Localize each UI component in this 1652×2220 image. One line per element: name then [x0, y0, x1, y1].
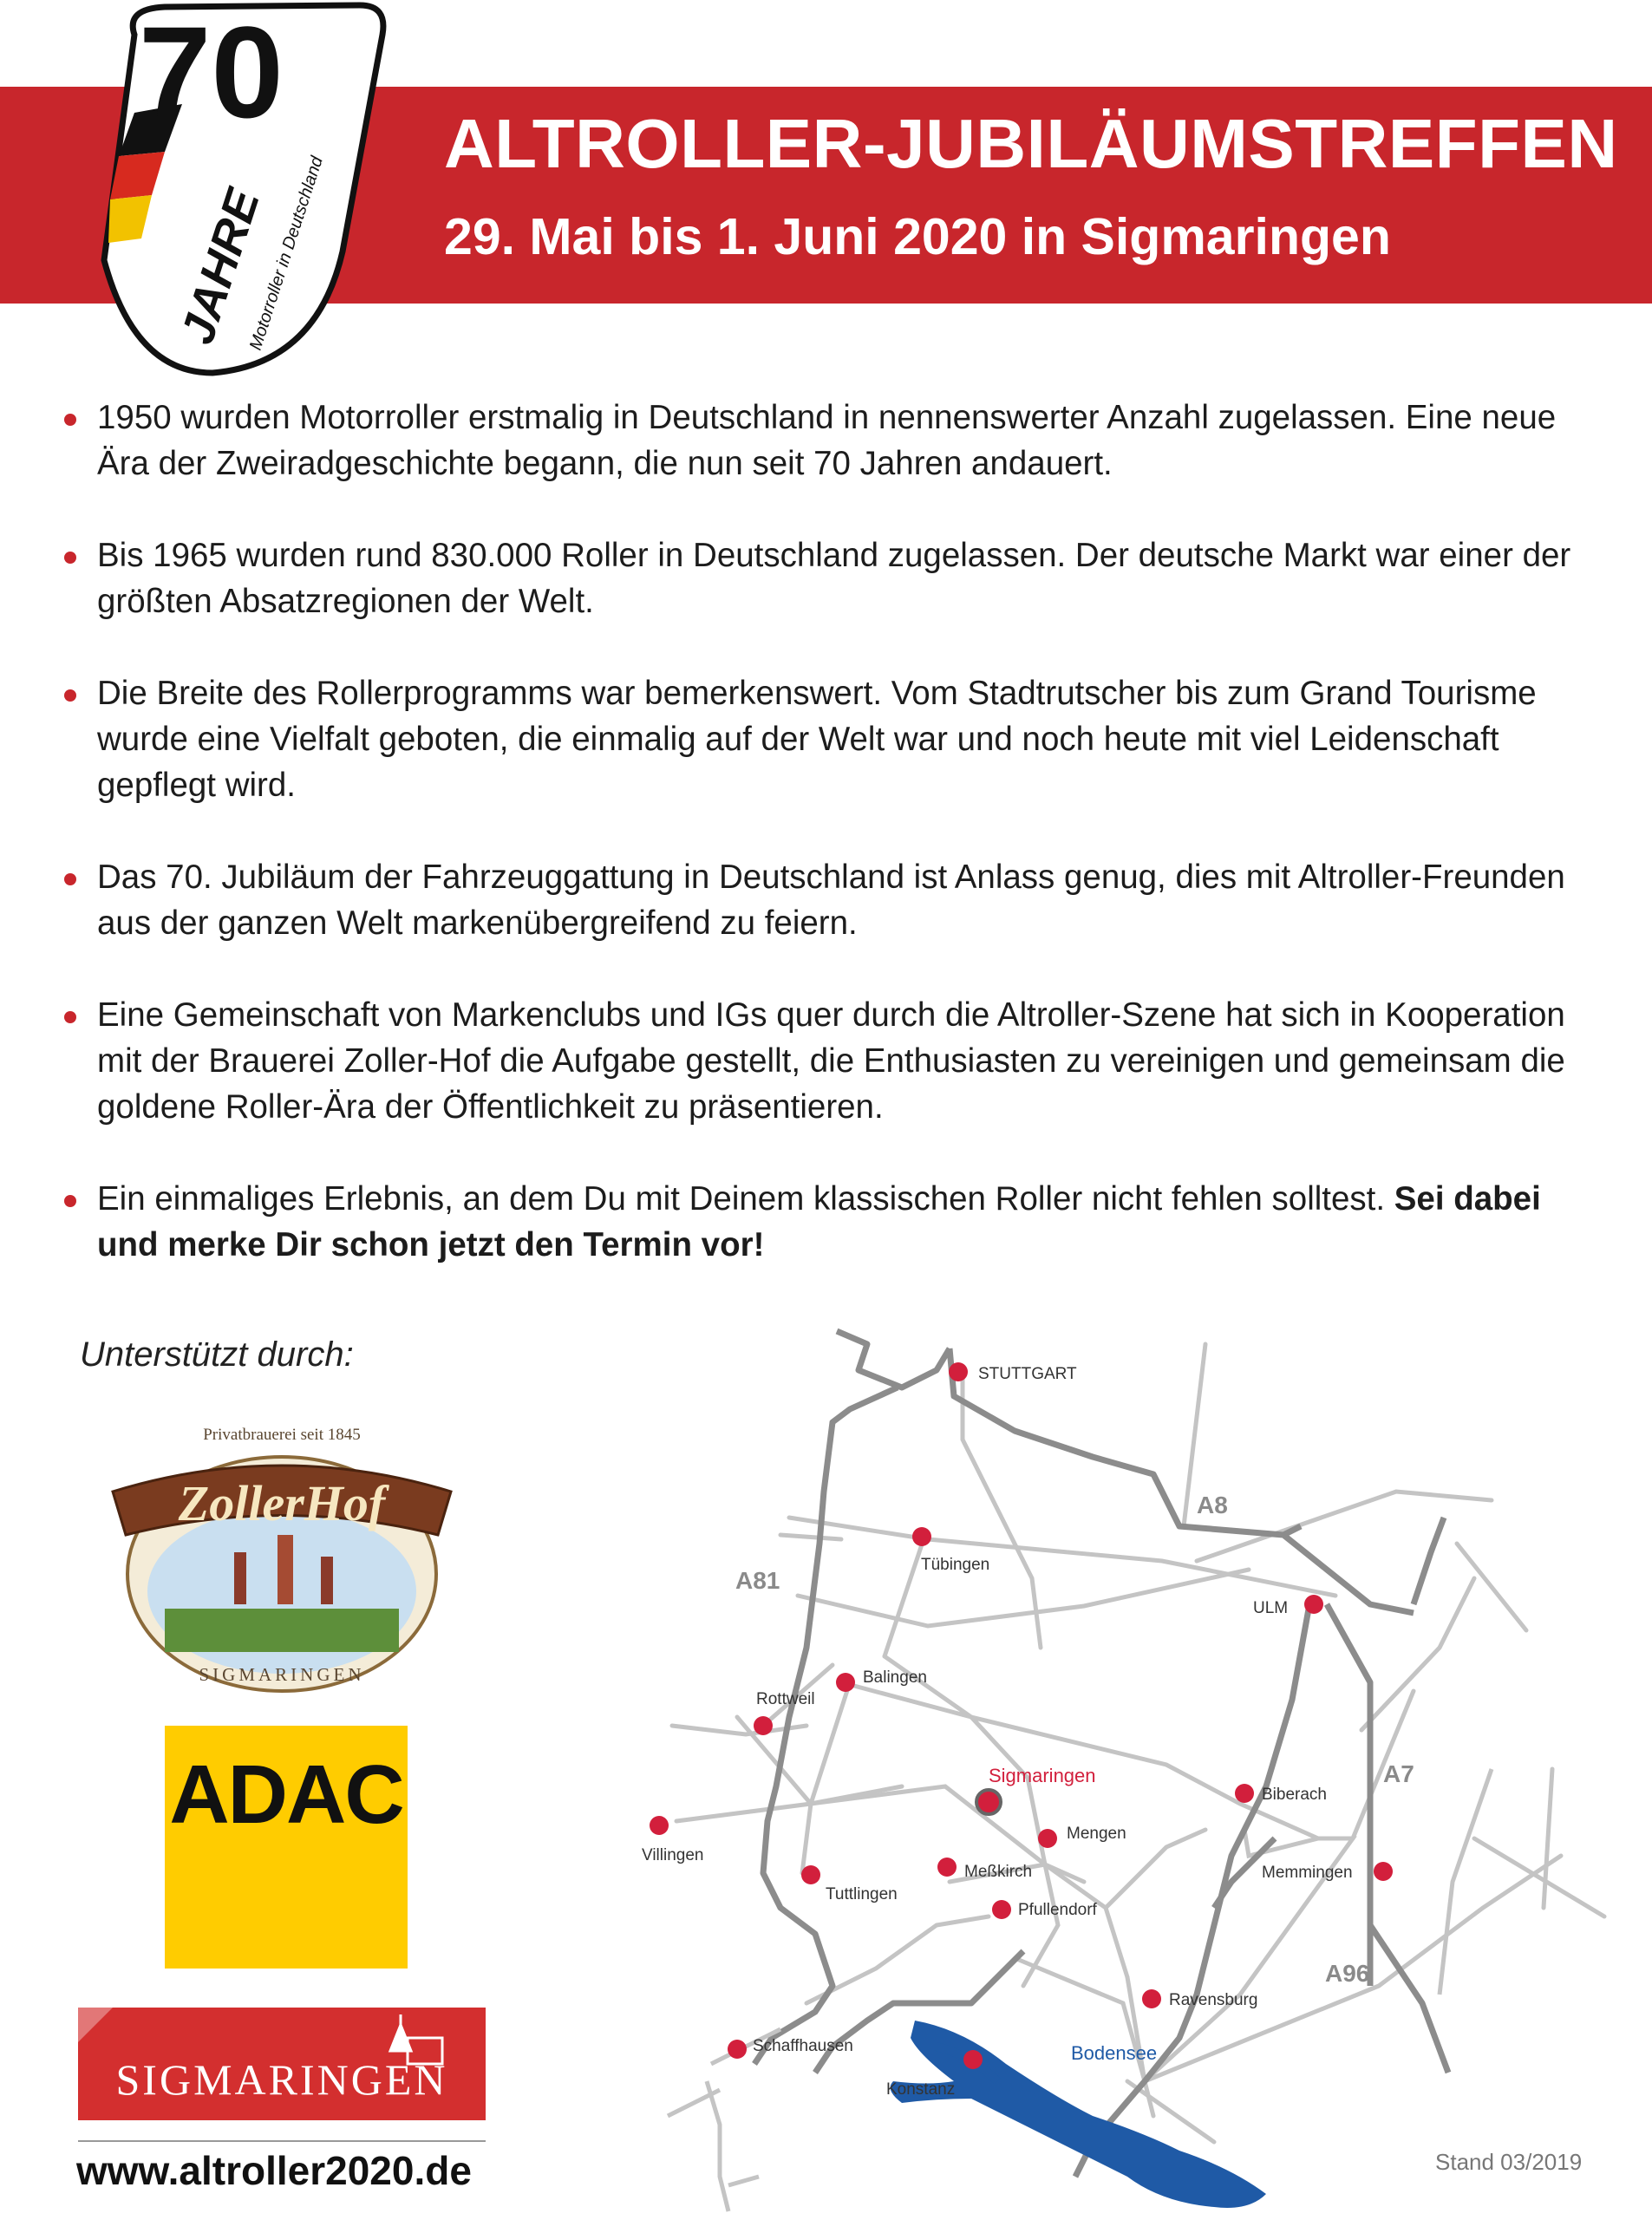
map-roads [672, 1344, 1604, 2142]
city-marker [728, 2040, 747, 2059]
city-marker [937, 1858, 957, 1877]
city-label-balingen: Balingen [863, 1668, 927, 1687]
city-label-villingen: Villingen [642, 1846, 704, 1864]
route-map [607, 1318, 1652, 2220]
bullet-text: Bis 1965 wurden rund 830.000 Roller in Deutschland zugelassen. Der deutsche Markt war einer der größten Absatzregionen der Welt. [97, 537, 1571, 620]
bullet-dot-icon [64, 689, 76, 702]
city-marker [912, 1527, 931, 1546]
badge-caption: Motorroller in Deutschland [245, 153, 327, 353]
road-label-a81: A81 [735, 1567, 780, 1594]
bullet-list [61, 395, 1604, 1314]
city-label-memmingen: Memmingen [1262, 1864, 1353, 1882]
event-date-subtitle: 29. Mai bis 1. Juni 2020 in Sigmaringen [444, 208, 1391, 265]
city-marker [754, 1716, 773, 1735]
footer-divider [78, 2140, 486, 2142]
city-marker [1304, 1595, 1323, 1614]
bullet-item [61, 992, 1604, 1130]
bullet-dot-icon [64, 552, 76, 564]
bullet-item [61, 532, 1604, 624]
city-label-konstanz: Konstanz [886, 2080, 956, 2099]
road-label-a7: A7 [1383, 1760, 1414, 1787]
zollerhof-tagline: Privatbrauerei seit 1845 [203, 1426, 361, 1444]
city-label-biberach: Biberach [1262, 1786, 1327, 1804]
website-link[interactable]: www.altroller2020.de [76, 2148, 472, 2193]
city-marker [949, 1362, 968, 1381]
page-title: ALTROLLER-JUBILÄUMSTREFFEN [444, 105, 1618, 182]
city-marker [1142, 1989, 1161, 2008]
bullet-text: Ein einmaliges Erlebnis, an dem Du mit Deinem klassischen Roller nicht fehlen solltest. [97, 1180, 1394, 1218]
70-jahre-badge [82, 0, 395, 382]
bullet-item [61, 1176, 1604, 1268]
zollerhof-logo [104, 1405, 460, 1700]
road-label-a96: A96 [1325, 1960, 1370, 1987]
city-label-ravensburg: Ravensburg [1169, 1991, 1258, 2009]
city-marker [992, 1900, 1011, 1919]
bullet-text: 1950 wurden Motorroller erstmalig in Deutschland in nennenswerter Anzahl zugelassen. Eine neue Ära der Zweiradgeschichte begann, die nun seit 70 Jahren andauert. [97, 399, 1557, 482]
badge-word: JAHRE [171, 183, 270, 350]
zollerhof-city: SIGMARINGEN [199, 1664, 365, 1685]
city-label-schaffhausen: Schaffhausen [753, 2037, 853, 2055]
support-label: Unterstützt durch: [80, 1335, 354, 1374]
city-label-messkirch: Meßkirch [964, 1863, 1033, 1881]
city-label-rottweil: Rottweil [756, 1690, 815, 1708]
city-marker [976, 1790, 1001, 1814]
bullet-text: Die Breite des Rollerprogramms war bemerkenswert. Vom Stadtrutscher bis zum Grand Tourisme wurde eine Vielfalt geboten, die einmalig auf der Welt war und noch heute mit viel Leidenschaft gepflegt wird. [97, 675, 1537, 804]
bullet-call-to-action: Sei dabei und merke Dir schon jetzt den Termin vor! [97, 1180, 1541, 1263]
adac-logo-text: ADAC [169, 1748, 403, 1841]
sigmaringen-logo-text: SIGMARINGEN [115, 2055, 448, 2104]
bullet-dot-icon [64, 1011, 76, 1023]
bullet-dot-icon [64, 873, 76, 885]
city-label-sigmaringen: Sigmaringen [989, 1765, 1096, 1786]
bullet-text: Eine Gemeinschaft von Markenclubs und IGs quer durch die Altroller-Szene hat sich in Kooperation mit der Brauerei Zoller-Hof die Aufgabe gestellt, die Enthusiasten zu vereinigen und gemeinsam die goldene Roller-Ära der Öffentlichkeit zu präsentieren. [97, 996, 1565, 1126]
city-label-tuttlingen: Tuttlingen [826, 1885, 898, 1903]
city-marker [963, 2050, 983, 2069]
bullet-dot-icon [64, 1195, 76, 1207]
city-label-mengen: Mengen [1067, 1825, 1126, 1843]
road-label-a8: A8 [1197, 1492, 1228, 1518]
sigmaringen-logo [78, 1990, 486, 2120]
bullet-item [61, 670, 1604, 808]
badge-number: 70 [139, 0, 284, 145]
bullet-dot-icon [64, 414, 76, 426]
city-marker [1374, 1862, 1393, 1881]
city-label-stuttgart: STUTTGART [978, 1365, 1077, 1383]
city-marker [801, 1865, 820, 1884]
city-marker [1038, 1829, 1057, 1848]
bullet-item [61, 854, 1604, 946]
city-label-ulm: ULM [1253, 1599, 1289, 1617]
city-label-tuebingen: Tübingen [921, 1556, 990, 1574]
zollerhof-name: ZollerHof [178, 1475, 386, 1531]
bullet-item [61, 395, 1604, 486]
bullet-text: Das 70. Jubiläum der Fahrzeuggattung in Deutschland ist Anlass genug, dies mit Altroller-Freunden aus der ganzen Welt markenübergreifend zu feiern. [97, 859, 1565, 942]
city-marker [836, 1673, 855, 1692]
city-label-pfullendorf: Pfullendorf [1018, 1901, 1097, 1919]
lake-label-bodensee: Bodensee [1071, 2042, 1158, 2064]
city-marker [650, 1816, 669, 1835]
stand-date: Stand 03/2019 [1435, 2149, 1583, 2175]
city-marker [1235, 1784, 1254, 1803]
